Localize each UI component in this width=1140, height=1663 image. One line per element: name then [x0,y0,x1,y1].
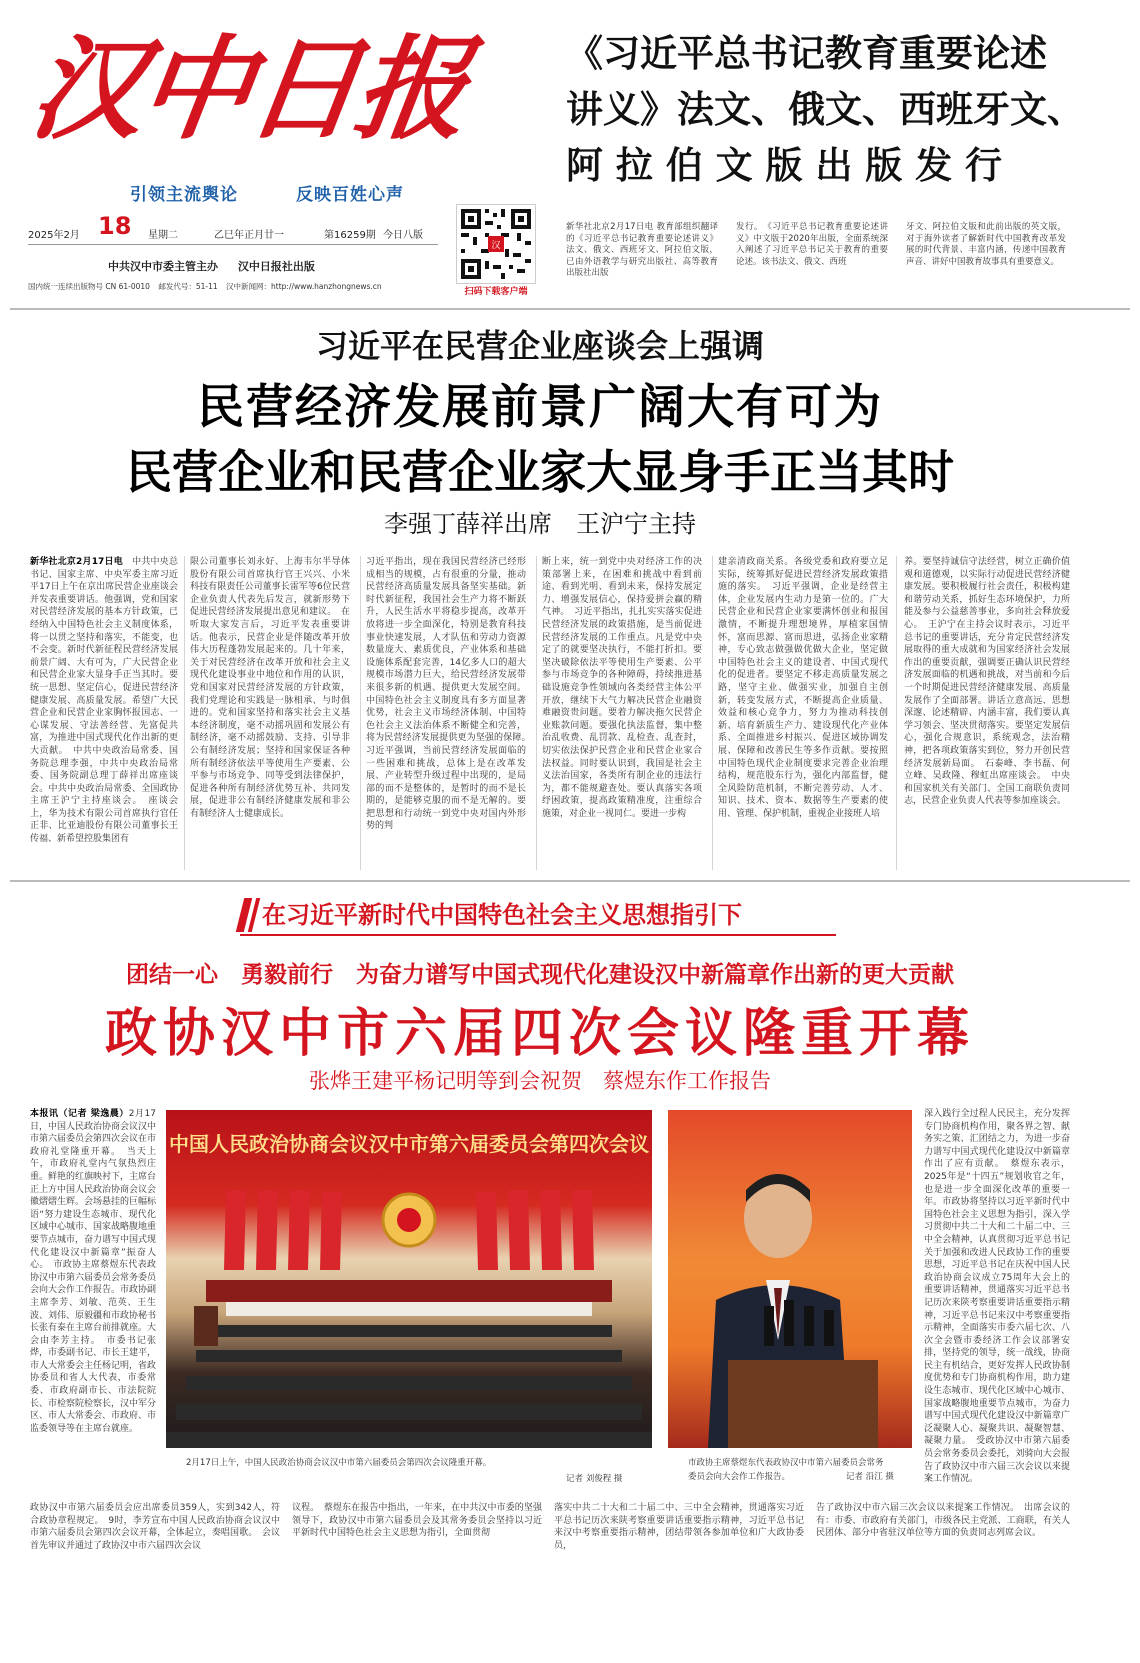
conference-hall-photo [166,1110,652,1448]
main-story-subhead: 李强丁薛祥出席 王沪宁主持 [384,510,696,538]
photo2-caption-2: 委员会向大会作工作报告。 [688,1472,791,1482]
speaker-photo [668,1110,912,1448]
cn-code: 国内统一连续出版物号 CN 61-0010 [28,282,150,291]
top-headline-line-2: 讲义》法文、俄文、西班牙文、 [566,88,1084,131]
main-story-col-3: 习近平指出，现在我国民营经济已经形成相当的规模，占有很重的分量，推动民营经济高质量发展具备坚实基础。新时代新征程，我国社会生产力将不断跃升，人民生活水平将稳步提高，改革开放将进一步全面深化，特别是教育科技事业快速发展，人才队伍和劳动力资源数量庞大、素质优良，产业体系和基础设施体系配套完善，14亿多人口的超大规模市场潜力巨大，给民营经济发展带来很多新的机遇、提供更大发展空间。中国特色社会主义制度具有多方面显著优势，社会主义市场经济体制、中国特色社会主义法治体系不断健全和完善，将为民营经济发展提供更为坚强的保障。 习近平强调，当前民营经济发展面临的一些困难和挑战，总体上是在改革发展、产业转型升级过程中出现的，是局部的而不是整体的，是暂时的而不是长期的，是能够克服的而不是无解的。要把思想和行动统一到党中央对国内外形势的判 [366,557,536,832]
photo1-credit: 记者 刘俊程 摄 [566,1474,623,1484]
lunar-date: 乙巳年正月廿一 [214,230,284,241]
postal-code: 邮发代号：51-11 [158,282,218,291]
main-story-headline-2: 民营企业和民营企业家大显身手正当其时 [126,445,954,499]
main-story-col-6: 养。要坚持诚信守法经营，树立正确价值观和道德观，以实际行动促进民营经济健康发展。要积极履行社会责任，积极构建和谐劳动关系，抓好生态环境保护，力所能及参与公益慈善事业，多向社会释放爱心。 王沪宁在主持会议时表示，习近平总书记的重要讲话，充分肯定民营经济发展取得的重大成就和为国家经济社会发展作出的重要贡献，强调要正确认识民营经济发展面临的机遇和挑战，对当前和今后一个时期促进民营经济健康发展、高质量发展作了全面部署。讲话立意高远、思想深邃、论述精辟、内涵丰富，我们要认真学习领会、坚决贯彻落实。要坚定发展信心，强化合规意识，系统观念，法治精神，把各项政策落实到位，努力开创民营经济发展新局面。 石泰峰、李书磊、何立峰、吴政隆、穆虹出席座谈会。 中央和国家机关有关部门、全国工商联负责同志，民营企业负责人代表等参加座谈会。 [904,557,1070,807]
website: 汉中新闻网：http://www.hanzhongnews.cn [226,282,382,291]
top-headline-line-1: 《习近平总书记教育重要论述 [566,32,1047,75]
main-story-col-4: 断上来，统一到党中央对经济工作的决策部署上来，在困难和挑战中看到前途、看到光明、看到未来，保持发展定力、增强发展信心，保持爱拼会赢的精气神。 习近平指出，扎扎实实落实促进民营经济发展的政策措施，是当前促进民营经济发展的工作重点。凡是党中央定了的就要坚决执行，不能打折扣。要坚决破除依法平等使用生产要素、公平参与市场竞争的各种障碍，持续推进基础设施竞争性领域向各类经营主体公平开放，继续下大气力解决民营企业融资难融资贵问题。要着力解决拖欠民营企业账款问题。要强化执法监督，集中整治乱收费、乱罚款、乱检查、乱查封，切实依法保护民营企业和民营企业家合法权益。同时要认识到，我国是社会主义法治国家，各类所有制企业的违法行为，都不能规避查处。要认真落实各项纾困政策，提高政策精准度，注重综合施策，对企业一视同仁。要进一步构 [542,557,702,819]
main-story-kicker: 习近平在民营企业座谈会上强调 [315,327,764,365]
main-story-headline-1: 民营经济发展前景广阔大有可为 [197,380,883,435]
publisher: 汉中日报社出版 [237,260,315,273]
sponsor: 中共汉中市委主管主办 [108,260,218,273]
second-story-left-col: 本报讯（记者 梁逸晨）2月17日，中国人民政治协商会议汉中市第六届委员会第四次会议在市政府礼堂隆重开幕。 当天上午，市政府礼堂内气氛热烈庄重。鲜艳的红旗映衬下，主席台正上方中国人民政治协商会议会徽熠熠生辉。会场悬挂的巨幅标语“努力建设生态城市、现代化区域中心城市、国家战略腹地重要节点城市，奋力谱写中国式现代化建设汉中新篇章”振奋人心。 市政协主席蔡煜东代表政协汉中市第六届委员会常务委员会向大会作工作报告。市政协副主席李芳、刘敏、范英、王生波、刘伟、原毅疆和市政协秘书长张有泰在主席台前排就座。大会由李芳主持。 市委书记张烨，市委副书记、市长王建平，市人大常委会主任杨记明，省政协委员和省人大代表，市委常委、市政府副市长、市法院院长、市检察院检察长，汉中军分区、市人大常委会、市政府、市监委领导等在主席台就座。 [30,1109,157,1434]
top-story-col-2: 发行。 《习近平总书记教育重要论述讲义》中文版于2020年出版，全面系统深入阐述了习近平总书记关于教育的重要论述。该书法文、俄文、西班 [736,222,888,267]
issue-day: 18 [98,212,132,240]
second-story-bottom-col-2: 议程。 蔡煜东在报告中指出，一年来，在中共汉中市委的坚强领导下，政协汉中市第六届委员会及其常务委员会坚持以习近平新时代中国特色社会主义思想为指引，全面贯彻 [292,1503,542,1539]
second-story-bottom-col-3: 落实中共二十大和二十届二中、三中全会精神，贯通落实习近平总书记历次来陕考察重要讲话重要指示精神，习近平总书记来汉中考察重要指示精神，团结带领各参加单位和广大政协委员， [554,1503,804,1551]
sponsor-line [108,258,315,274]
second-story-subhead: 张烨王建平杨记明等到会祝贺 蔡煜东作工作报告 [309,1069,771,1093]
top-story-headline [566,26,1084,194]
section-banner: 在习近平新时代中国特色社会主义思想指引下 [262,901,742,929]
page-count: 今日八版 [383,230,423,241]
top-headline-line-3: 阿 拉 伯 文 版 出 版 发 行 [566,144,1003,187]
registration-line [28,281,448,292]
slogan-right: 反映百姓心声 [296,185,404,205]
photo2-credit: 记者 沿江 摄 [846,1472,894,1482]
qr-label: 扫码下载客户端 [464,287,528,297]
main-story-col-5: 建亲清政商关系。各级党委和政府要立足实际，统筹抓好促进民营经济发展政策措施的落实。 习近平强调，企业是经营主体，企业发展内生动力是第一位的。广大民营企业和民营企业家要满怀创业和报国激情，不断提升理想境界，厚植家国情怀，富而思源、富而思进，弘扬企业家精神，专心致志做强做优做大企业，坚定做中国特色社会主义的建设者、中国式现代化的促进者。要坚定不移走高质量发展之路，坚守主业、做强实业，加强自主创新，转变发展方式，不断提高企业质量、效益和核心竞争力，努力为推动科技创新、培育新质生产力、建设现代化产业体系、全面推进乡村振兴、促进区域协调发展、保障和改善民生等多作贡献。要按照中国特色现代企业制度要求完善企业治理结构，规范股东行为，强化内部监督，健全风险防范机制，不断完善劳动、人才、知识、技术、资本、数据等生产要素的使用、管理、保护机制，重视企业接班人培 [718,557,888,819]
masthead-divider [10,308,1130,310]
issue-weekday: 星期二 [148,230,178,241]
second-story-kicker: 团结一心 勇毅前行 为奋力谱写中国式现代化建设汉中新篇章作出新的更大贡献 [126,962,954,988]
section-divider [10,880,1130,882]
main-dateline: 新华社北京2月17日电 [30,557,123,567]
qr-code-icon[interactable] [456,204,536,284]
banner-underline [240,934,836,936]
second-story-right-col: 深入践行全过程人民民主，充分发挥专门协商机构作用，聚各界之智、献务实之策、汇团结之力，为进一步奋力谱写中国式现代化建设汉中新篇章作出了应有贡献。 蔡煜东表示，2025年是“十四五”规划收官之年，也是进一步全面深化改革的重要一年。市政协将坚持以习近平新时代中国特色社会主义思想为指引，深入学习贯彻中共二十大和二十届二中、三中全会精神，认真贯彻习近平总书记关于加强和改进人民政协工作的重要思想，习近平总书记在庆祝中国人民政治协商会议成立75周年大会上的重要讲话精神，贯通落实习近平总书记历次来陕考察重要讲话重要指示精神，习近平总书记来汉中考察重要指示精神，全面落实市委六届七次、八次全会暨市委经济工作会议部署安排，坚持党的领导，统一战线，协商民主有机结合，更好发挥人民政协制度优势和专门协商机构作用，助力建设生态城市、现代化区域中心城市、国家战略腹地重要节点城市，为奋力谱写中国式现代化建设汉中新篇章广泛凝聚人心、凝聚共识、凝聚智慧、凝聚力量。 受政协汉中市第六届委员会常务委员会委托，刘骑向大会报告了政协汉中市六届三次会议以来提案工作情况。 [924,1109,1070,1485]
second-story-bottom-col-1: 政协汉中市第六届委员会应出席委员359人，实到342人，符合政协章程规定。 9时，李芳宣布中国人民政治协商会议汉中市第六届委员会第四次会议开幕，全体起立，奏唱国歌。 会议首先审议并通过了政协汉中市六届四次会议 [30,1503,280,1551]
photo2-caption-1: 市政协主席蔡煜东代表政协汉中市第六届委员会常务 [688,1458,884,1468]
top-story-col-3: 牙文、阿拉伯文版和此前出版的英文版，对于海外读者了解新时代中国教育改革发展的时代背景、丰富内涵，传递中国教育声音、讲好中国教育故事具有重要意义。 [906,222,1066,267]
second-story-bottom-col-4: 告了政协汉中市六届三次会议以来提案工作情况。 出席会议的有：市委、市政府有关部门，市级各民主党派、工商联，有关人民团体、部分中省驻汉单位等方面的负责同志列席会议。 [816,1503,1070,1539]
newspaper-logo: 汉中日报 [22,24,474,155]
photo1-caption: 2月17日上午，中国人民政治协商会议汉中市第六届委员会第四次会议隆重开幕。 [186,1458,492,1468]
dateline-bar [28,214,436,244]
issue-number: 第16259期 [324,230,376,241]
main-story-col-2: 限公司董事长刘永好、上海韦尔半导体股份有限公司首席执行官王兴兴、小米科技有限责任公司董事长雷军等6位民营企业负责人代表先后发言，就新形势下促进民营经济发展提出意见和建议。 在听取大家发言后，习近平发表重要讲话。他表示，民营企业是伴随改革开放伟大历程蓬勃发展起来的。几十年来，关于对民营经济在改革开放和社会主义现代化建设事业中地位和作用的认识，党和国家对民营经济发展的方针政策，我们党理论和实践是一脉相承、与时俱进的。党和国家坚持和落实社会主义基本经济制度，毫不动摇巩固和发展公有制经济，毫不动摇鼓励、支持、引导非公有制经济发展；坚持和国家保证各种所有制经济依法平等使用生产要素、公平参与市场竞争、同等受到法律保护，促进各种所有制经济优势互补、共同发展，促进非公有制经济健康发展和非公有制经济人士健康成长。 [190,557,350,819]
second-story-headline: 政协汉中市六届四次会议隆重开幕 [104,1004,975,1064]
hall-banner-text: 中国人民政治协商会议汉中市第六届委员会第四次会议 [169,1132,649,1156]
main-story-col-1: 新华社北京2月17日电 中共中央总书记、国家主席、中央军委主席习近平17日上午在京出席民营企业座谈会并发表重要讲话。他强调，党和国家对民营经济发展的基本方针政策，已经纳入中国特色社会主义制度体系，将一以贯之坚持和落实，不能变，也不会变。新时代新征程民营经济发展前景广阔、大有可为，广大民营企业和民营企业家大显身手正当其时。要统一思想、坚定信心，促进民营经济健康发展、高质量发展。希望广大民营企业和民营企业家胸怀报国志、一心谋发展、守法善经营、先富促共富，为推进中国式现代化作出新的更大贡献。 中共中央政治局常委、国务院总理李强，中共中央政治局常委、国务院副总理丁薛祥出席座谈会。中共中央政治局常委、全国政协主席王沪宁主持座谈会。 座谈会上，华为技术有限公司首席执行官任正非、比亚迪股份有限公司董事长王传福、新希望控股集团有 [30,557,178,845]
top-story-col-1: 新华社北京2月17日电 教育部组织翻译的《习近平总书记教育重要论述讲义》法文、俄文、西班牙文、阿拉伯文版，已由外语教学与研究出版社、高等教育出版社出版 [566,222,718,278]
svg-text:汉: 汉 [491,241,501,251]
slogan-left: 引领主流舆论 [130,185,238,205]
issue-date: 2025年2月 [28,230,80,241]
second-byline: 本报讯（记者 梁逸晨） [30,1109,129,1119]
